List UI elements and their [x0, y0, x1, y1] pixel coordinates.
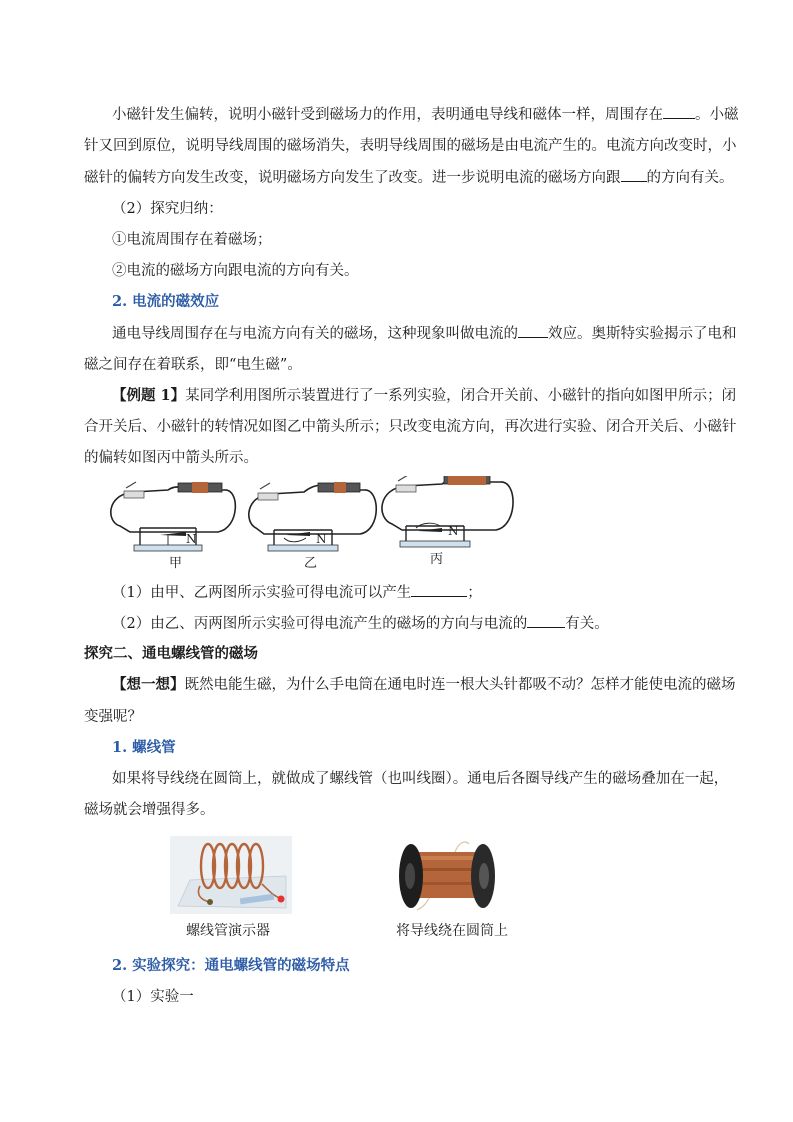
- example-text: 某同学利用图所示装置进行了一系列实验，闭合开关前、小磁针的指向如图甲所示；闭: [185, 388, 737, 404]
- para1-text: 磁针的偏转方向发生改变，说明磁场方向发生了改变。进一步说明电流的磁场方向跟: [84, 170, 621, 186]
- section-heading: 探究二、通电螺线管的磁场: [84, 645, 258, 662]
- apparatus-jia: [111, 482, 236, 551]
- figure-label-jia: 甲: [169, 556, 183, 571]
- section2-line2: 磁之间存在着联系，即“电生磁”。: [84, 357, 302, 373]
- explore-summary-title: （2）探究归纳：: [112, 201, 223, 217]
- section2-text: 通电导线周围存在与电流方向有关的磁场，这种现象叫做电流的: [112, 326, 518, 342]
- solenoid-demonstrator-image: [170, 836, 292, 914]
- think-tag: 【想一想】: [112, 676, 185, 693]
- summary-item-2: ②电流的磁场方向跟电流的方向有关。: [112, 263, 359, 279]
- needle-pole-label: N: [448, 524, 459, 538]
- answer-blank: [527, 613, 565, 628]
- example-tag: 【例题 1】: [112, 387, 186, 404]
- needle-pole-label: N: [186, 532, 197, 546]
- summary-item-1: ①电流周围存在着磁场；: [112, 232, 272, 248]
- figure-label-yi: 乙: [304, 556, 318, 571]
- question-2: [112, 613, 609, 634]
- section2-line1: [112, 323, 737, 344]
- section-heading: 1. 螺线管: [112, 739, 176, 756]
- coil-on-spool-image: [395, 838, 497, 914]
- para1-text: 小磁针发生偏转，说明小磁针受到磁场力的作用，表明通电导线和磁体一样，周围存在: [112, 107, 663, 123]
- think-line1: [112, 675, 736, 695]
- example1-line2: 合开关后、小磁针的转情况如图乙中箭头所示；只改变电流方向，再次进行实验、闭合开关后、小磁针: [84, 419, 737, 435]
- example1-line3: 的偏转如图丙中箭头所示。: [84, 450, 258, 466]
- answer-blank: [411, 582, 467, 597]
- answer-blank: [518, 323, 548, 338]
- question-text: （1）由甲、乙两图所示实验可得电流可以产生: [112, 585, 412, 601]
- solenoid-line2: 磁场就会增强得多。: [84, 802, 215, 818]
- answer-blank: [621, 167, 647, 182]
- question-text: （2）由乙、丙两图所示实验可得电流产生的磁场的方向与电流的: [112, 616, 528, 632]
- para1-line2: 针又回到原位，说明导线周围的磁场消失，表明导线周围的磁场是由电流产生的。电流方向改变时，小: [84, 138, 737, 154]
- apparatus-yi: [249, 482, 376, 551]
- para1-line3: [84, 167, 734, 188]
- question-text: 有关。: [565, 616, 609, 632]
- image-caption-solenoid: 螺线管演示器: [186, 923, 270, 939]
- answer-blank: [663, 104, 695, 119]
- experiment-item-1: （1）实验一: [112, 989, 194, 1005]
- think-text: 既然电能生磁，为什么手电筒在通电时连一根大头针都吸不动？怎样才能使电流的磁场: [184, 677, 736, 693]
- para1-text: 的方向有关。: [646, 170, 734, 186]
- section2-text: 效应。奥斯特实验揭示了电和: [548, 326, 737, 342]
- question-text: ；: [467, 585, 482, 601]
- needle-pole-label: N: [316, 532, 327, 546]
- figure-label-bing: 丙: [430, 552, 444, 567]
- image-caption-coil: 将导线绕在圆筒上: [396, 923, 508, 939]
- think-line2: 变强呢？: [84, 709, 142, 725]
- example1-line1: [112, 386, 736, 406]
- section-heading: 2. 实验探究：通电螺线管的磁场特点: [112, 957, 350, 974]
- question-1: [112, 582, 482, 603]
- solenoid-line1: 如果将导线绕在圆筒上，就做成了螺线管（也叫线圈）。通电后各圈导线产生的磁场叠加在一起，: [112, 771, 729, 787]
- para1-line1: [112, 104, 739, 125]
- para1-text: 。小磁: [695, 107, 739, 123]
- section-heading: 2. 电流的磁效应: [112, 293, 220, 310]
